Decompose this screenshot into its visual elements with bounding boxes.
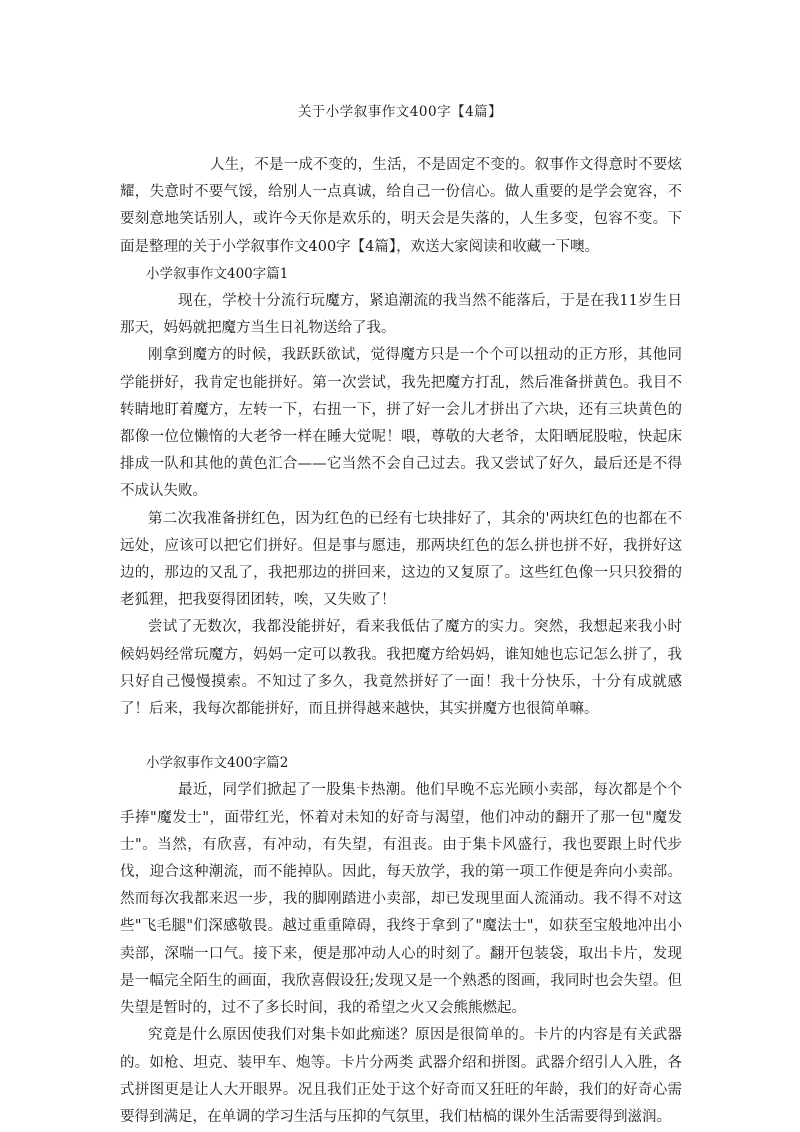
- article-2-paragraph: 究竟是什么原因使我们对集卡如此痴迷？原因是很简单的。卡片的内容是有关武器的。如枪、坦克、装甲车、炮等。卡片分两类 武器介绍和拼图。武器介绍引人入胜，各式拼图更是让人大开眼界。况且我们正处于这个好奇而又狂旺的年龄，我们的好奇心需要得到满足，在单调的学习生活与压抑的气氛里，我们枯槁的课外生活需要得到滋润。: [120, 1027, 682, 1125]
- article-2-heading: 小学叙事作文400字篇2: [146, 755, 289, 772]
- article-1-paragraph: 现在，学校十分流行玩魔方，紧追潮流的我当然不能落后，于是在我11岁生日那天，妈妈就把魔方当生日礼物送给了我。: [120, 293, 682, 337]
- article-1-paragraph: 第二次我准备拼红色，因为红色的已经有七块排好了，其余的'两块红色的也都在不远处，应该可以把它们拼好。但是事与愿违，那两块红色的怎么拼也拼不好，我拼好这边的，那边的又乱了，我把那边的拼回来，这边的又复原了。这些红色像一只只狡猾的老狐狸，把我耍得团团转，唉，又失败了！: [120, 510, 682, 609]
- article-2-paragraph: 最近，同学们掀起了一股集卡热潮。他们早晚不忘光顾小卖部，每次都是个个手捧"魔发士"，面带红光，怀着对未知的好奇与渴望，他们冲动的翻开了那一包"魔发士"。当然，有欣喜，有冲动，有失望，有沮丧。由于集卡风盛行，我也要跟上时代步伐，迎合这种潮流，而不能掉队。因此，每天放学，我的第一项工作便是奔向小卖部。然而每次我都来迟一步，我的脚刚踏进小卖部，却已发现里面人流涌动。我不得不对这些"飞毛腿"们深感敬畏。越过重重障碍，我终于拿到了"魔法士"，如获至宝般地冲出小卖部，深喘一口气。接下来，便是那冲动人心的时刻了。翻开包装袋，取出卡片，发现是一幅完全陌生的画面，我欣喜假设狂;发现又是一个熟悉的图画，我同时也会失望。但失望是暂时的，过不了多长时间，我的希望之火又会熊熊燃起。: [120, 782, 682, 1017]
- article-1-paragraph: 刚拿到魔方的时候，我跃跃欲试，觉得魔方只是一个个可以扭动的正方形，其他同学能拼好，我肯定也能拼好。第一次尝试，我先把魔方打乱，然后准备拼黄色。我目不转睛地盯着魔方，左转一下，右扭一下，拼了好一会儿才拼出了六块，还有三块黄色的都像一位位懒惰的大老爷一样在睡大觉呢！喂，尊敬的大老爷，太阳晒屁股啦，快起床排成一队和其他的黄色汇合——它当然不会自己过去。我又尝试了好久，最后还是不得不成认失败。: [120, 347, 682, 500]
- document-title: 关于小学叙事作文400字【4篇】: [297, 104, 503, 120]
- document-body: [120, 152, 682, 1131]
- intro-paragraph: 人生，不是一成不变的，生活，不是固定不变的。叙事作文得意时不要炫耀，失意时不要气馁，给别人一点真诚，给自己一份信心。做人重要的是学会宽容，不要刻意地笑话别人，或许今天你是欢乐的，明天会是失落的，人生多变，包容不变。下面是整理的关于小学叙事作文400字【4篇】，欢送大家阅读和收藏一下噢。: [120, 157, 682, 255]
- article-1-paragraph: 尝试了无数次，我都没能拼好，看来我低估了魔方的实力。突然，我想起来我小时候妈妈经常玩魔方，妈妈一定可以教我。我把魔方给妈妈，谁知她也忘记怎么拼了，我只好自己慢慢摸索。不知过了多久，我竟然拼好了一面！我十分快乐，十分有成就感了！后来，我每次都能拼好，而且拼得越来越快，其实拼魔方也很简单嘛。: [120, 619, 682, 718]
- article-1-heading: 小学叙事作文400字篇1: [146, 265, 289, 282]
- section-spacer: [120, 723, 682, 750]
